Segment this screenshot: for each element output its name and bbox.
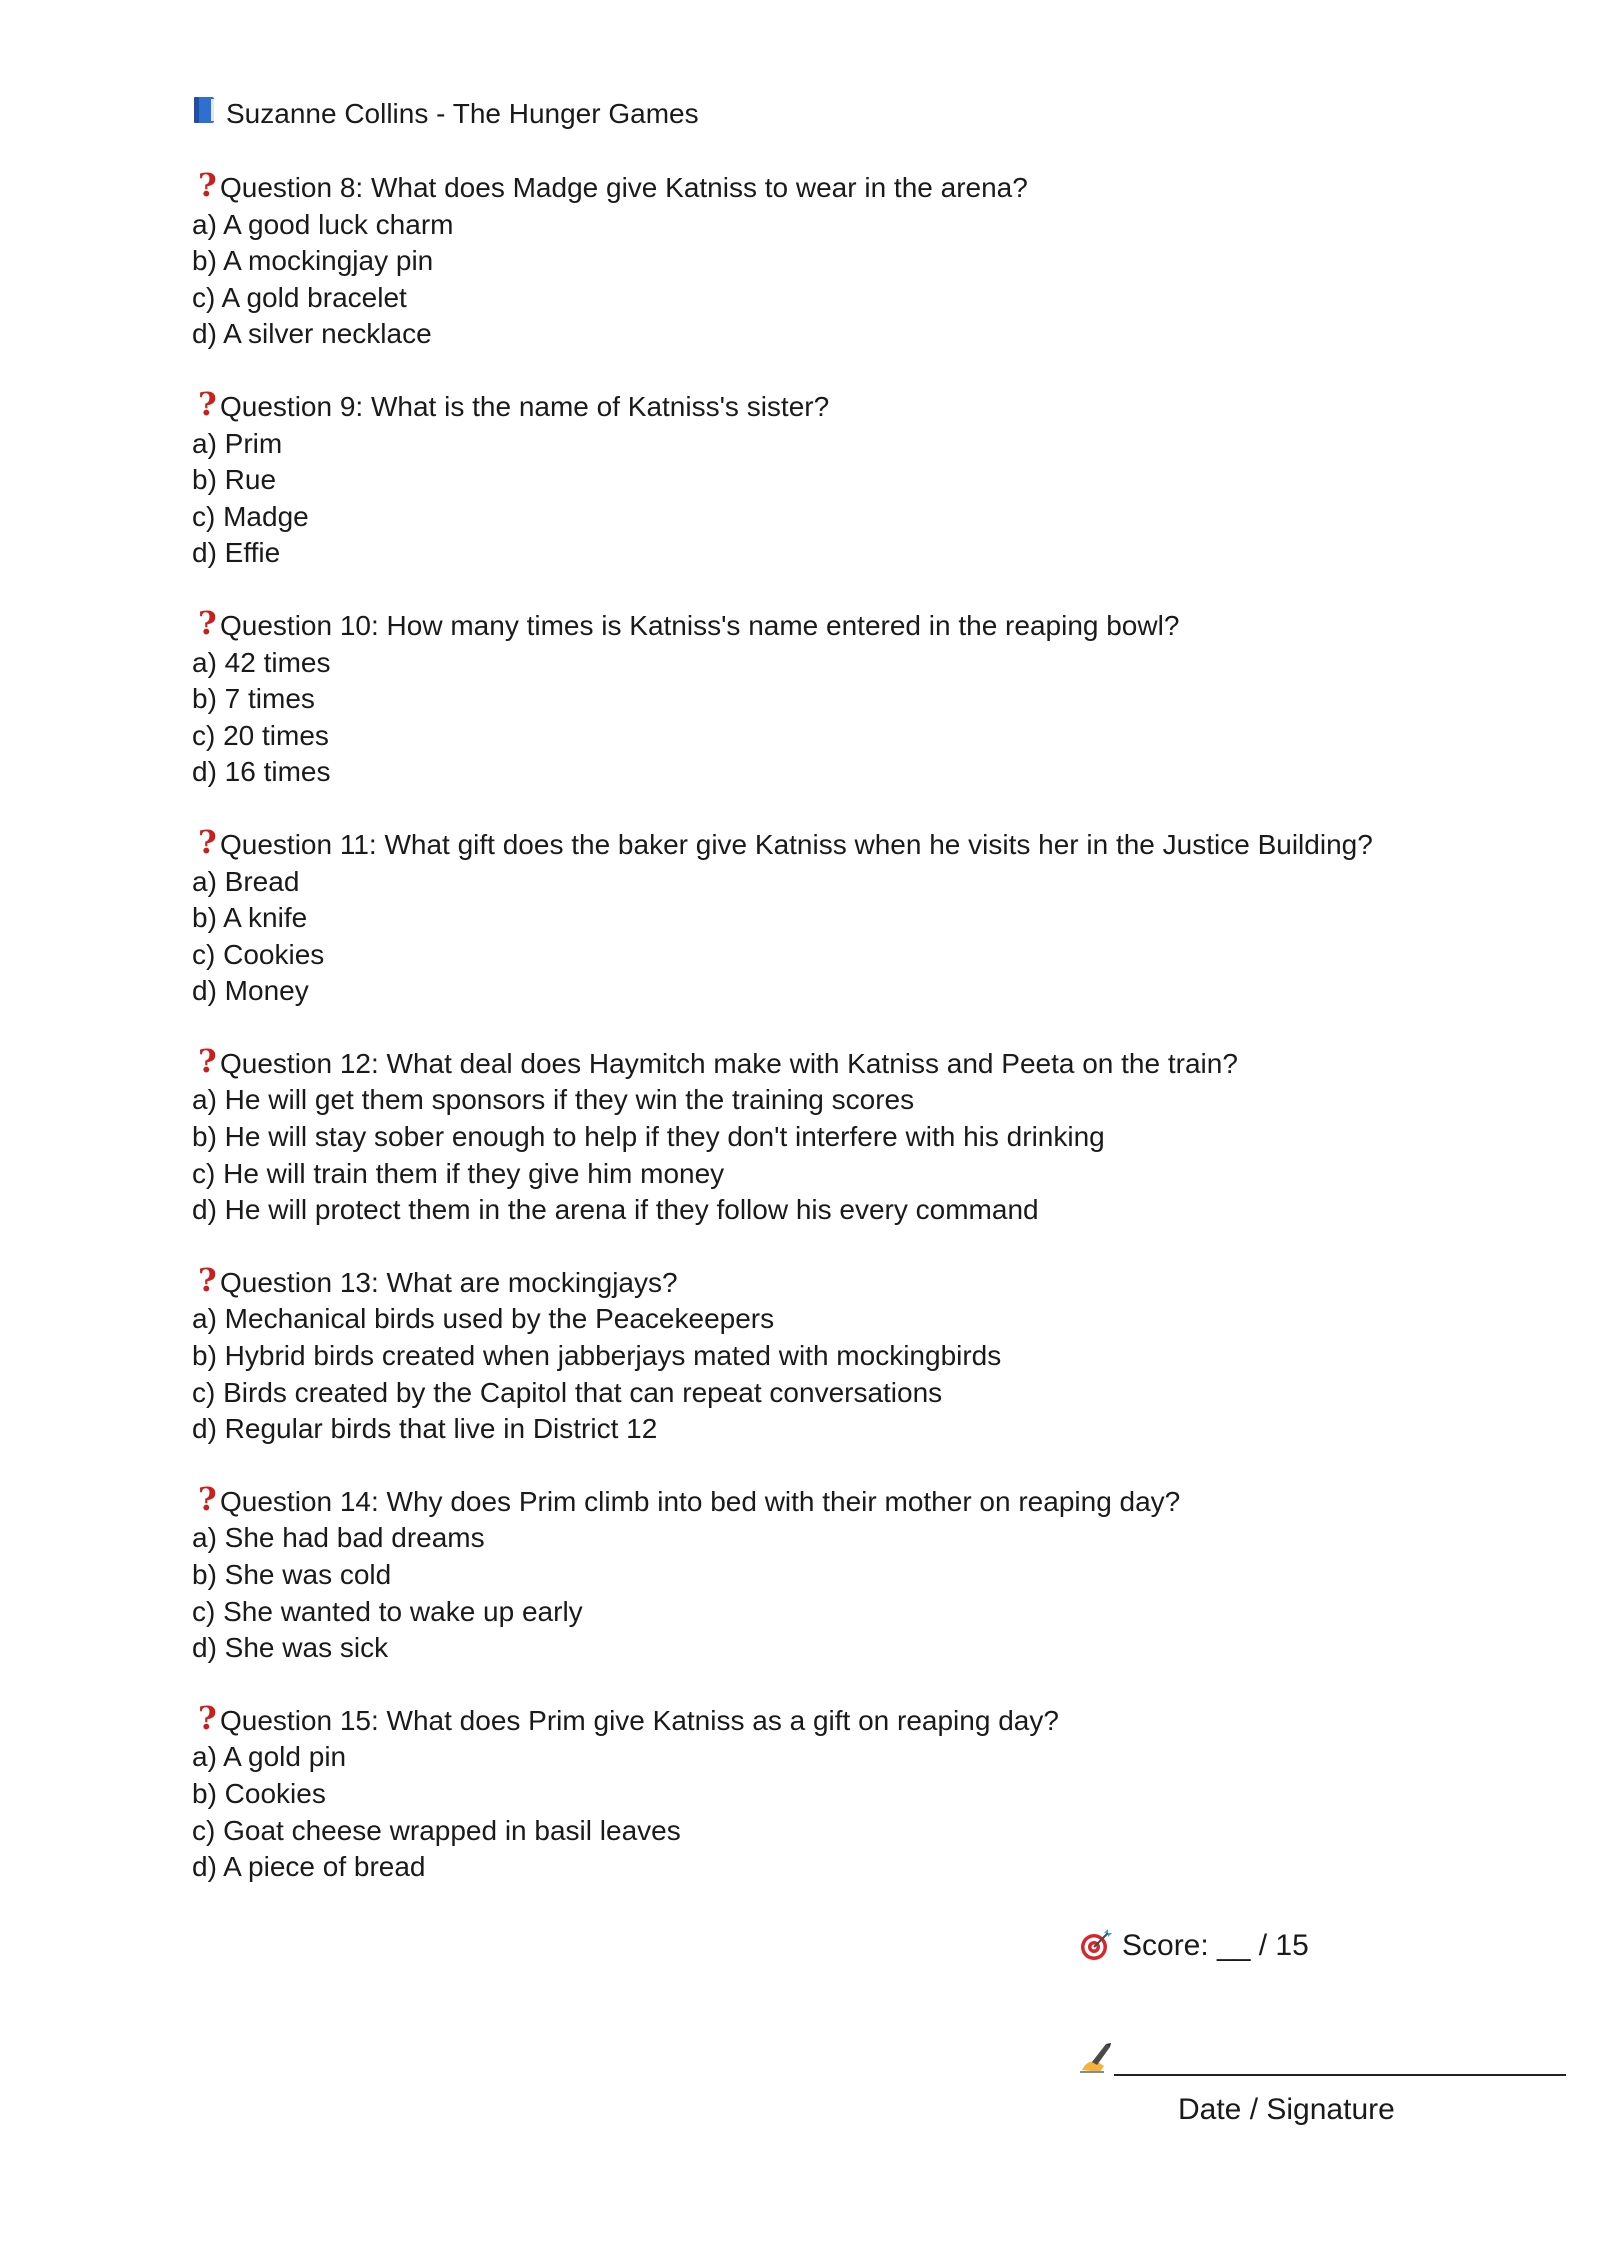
answer-option: b) Cookies bbox=[192, 1777, 326, 1809]
signature-area bbox=[1078, 2036, 1568, 2086]
answer-option: d) Regular birds that live in District 12 bbox=[192, 1413, 658, 1445]
answer-option: c) A gold bracelet bbox=[192, 281, 407, 313]
question-text: Question 10: How many times is Katniss's name entered in the reaping bowl? bbox=[220, 609, 1180, 641]
answer-option: d) She was sick bbox=[192, 1632, 389, 1664]
signature-caption: Date / Signature bbox=[1178, 2093, 1395, 2126]
question-text: Question 13: What are mockingjays? bbox=[220, 1266, 678, 1298]
answer-option: c) Birds created by the Capitol that can repeat conversations bbox=[192, 1376, 943, 1408]
target-icon bbox=[1078, 1929, 1112, 1963]
question-mark-icon: ? bbox=[198, 1698, 217, 1737]
question-text: Question 12: What deal does Haymitch make with Katniss and Peeta on the train? bbox=[220, 1047, 1238, 1079]
question-block bbox=[192, 1698, 1452, 1886]
answer-option: a) 42 times bbox=[192, 646, 331, 678]
question-block bbox=[192, 384, 1452, 572]
answer-option: b) Rue bbox=[192, 464, 277, 496]
question-block bbox=[192, 1041, 1452, 1229]
document-title: Suzanne Collins - The Hunger Games bbox=[226, 98, 699, 129]
question-line bbox=[192, 1041, 1452, 1083]
question-line bbox=[192, 166, 1452, 207]
answer-option: a) A gold pin bbox=[192, 1741, 347, 1773]
answer-option: c) 20 times bbox=[192, 719, 329, 751]
answer-option: d) A piece of bread bbox=[192, 1851, 426, 1883]
question-block bbox=[192, 822, 1452, 1010]
question-block bbox=[192, 1479, 1452, 1667]
question-line bbox=[192, 384, 1452, 426]
question-text: Question 8: What does Madge give Katniss to wear in the arena? bbox=[220, 172, 1028, 203]
answer-option: d) A silver necklace bbox=[192, 318, 432, 350]
answer-option: c) Goat cheese wrapped in basil leaves bbox=[192, 1814, 681, 1846]
question-mark-icon: ? bbox=[198, 166, 217, 204]
question-line bbox=[192, 1698, 1452, 1740]
question-text: Question 11: What gift does the baker give Katniss when he visits her in the Justice Building? bbox=[220, 828, 1373, 860]
answer-option: c) Cookies bbox=[192, 938, 325, 970]
question-text: Question 15: What does Prim give Katniss as a gift on reaping day? bbox=[220, 1704, 1059, 1736]
answer-option: d) He will protect them in the arena if they follow his every command bbox=[192, 1194, 1039, 1226]
answer-option: b) Hybrid birds created when jabberjays mated with mockingbirds bbox=[192, 1340, 1002, 1372]
answer-option: a) A good luck charm bbox=[192, 208, 454, 240]
question-mark-icon: ? bbox=[198, 1260, 217, 1299]
blue-book-icon bbox=[192, 95, 216, 125]
answer-option: b) A knife bbox=[192, 902, 308, 934]
answer-option: d) Effie bbox=[192, 537, 281, 569]
question-line bbox=[192, 1479, 1452, 1521]
question-line bbox=[192, 1260, 1452, 1302]
score-area bbox=[1078, 1926, 1309, 1966]
question-mark-icon: ? bbox=[198, 603, 217, 642]
answer-option: a) She had bad dreams bbox=[192, 1522, 485, 1554]
writing-hand-icon bbox=[1078, 2040, 1112, 2074]
answer-option: a) Mechanical birds used by the Peacekeepers bbox=[192, 1303, 775, 1335]
question-mark-icon: ? bbox=[198, 822, 217, 861]
question-block bbox=[192, 166, 1452, 353]
answer-option: b) 7 times bbox=[192, 683, 315, 715]
question-line bbox=[192, 822, 1452, 864]
question-mark-icon: ? bbox=[198, 1041, 217, 1080]
question-text: Question 9: What is the name of Katniss's sister? bbox=[220, 390, 830, 422]
answer-option: a) Bread bbox=[192, 865, 300, 897]
answer-option: d) Money bbox=[192, 975, 309, 1007]
question-line bbox=[192, 603, 1452, 645]
answer-option: b) He will stay sober enough to help if they don't interfere with his drinking bbox=[192, 1121, 1105, 1153]
answer-option: c) He will train them if they give him money bbox=[192, 1157, 725, 1189]
question-list bbox=[192, 166, 1452, 1922]
question-block bbox=[192, 1260, 1452, 1448]
question-mark-icon: ? bbox=[198, 384, 217, 423]
answer-option: b) A mockingjay pin bbox=[192, 245, 434, 277]
answer-option: c) Madge bbox=[192, 500, 309, 532]
answer-option: b) She was cold bbox=[192, 1559, 392, 1590]
answer-option: a) He will get them sponsors if they win the training scores bbox=[192, 1084, 915, 1116]
answer-option: d) 16 times bbox=[192, 756, 331, 788]
question-text: Question 14: Why does Prim climb into bed with their mother on reaping day? bbox=[220, 1485, 1181, 1517]
question-mark-icon: ? bbox=[198, 1479, 217, 1518]
answer-option: c) She wanted to wake up early bbox=[192, 1595, 583, 1627]
document-header bbox=[192, 96, 699, 132]
signature-line[interactable] bbox=[1114, 2074, 1566, 2076]
score-label: Score: __ / 15 bbox=[1122, 1929, 1309, 1962]
answer-option: a) Prim bbox=[192, 427, 283, 459]
question-block bbox=[192, 603, 1452, 791]
